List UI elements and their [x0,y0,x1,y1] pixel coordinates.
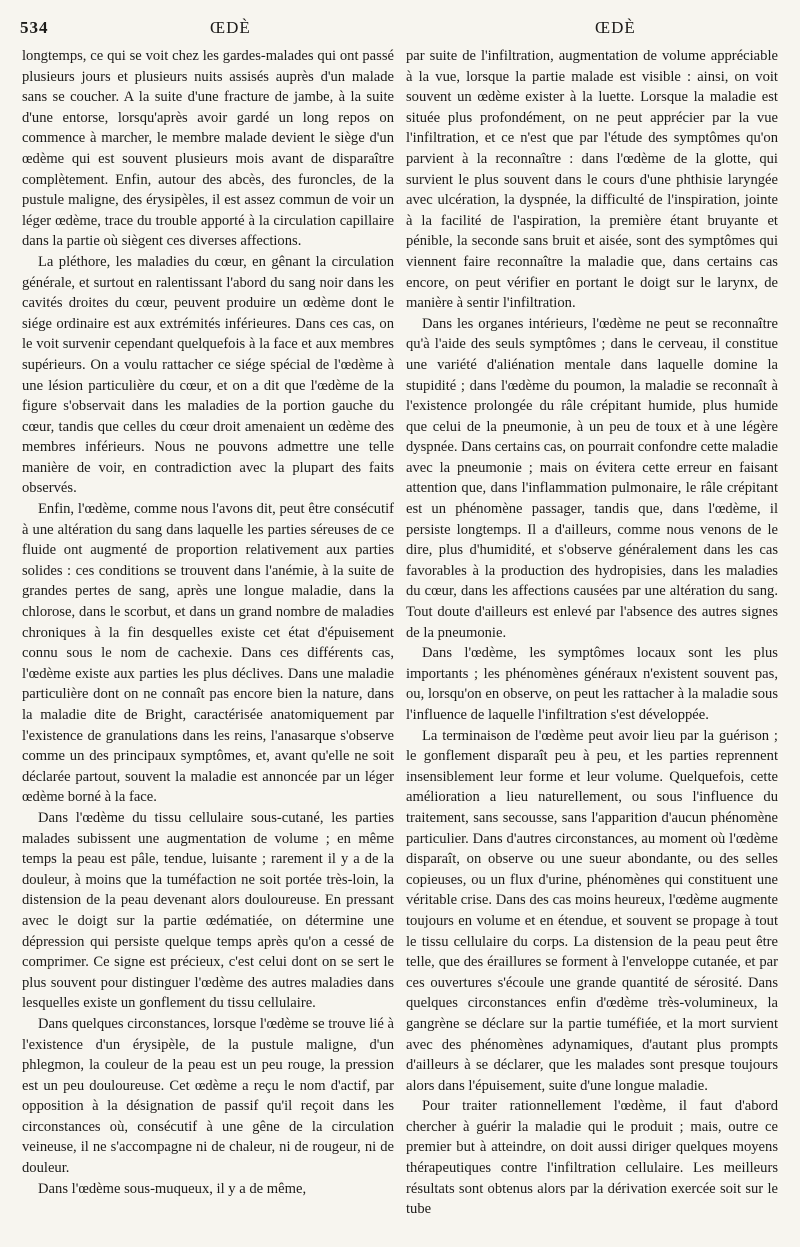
running-head-left: ŒDÈ [210,18,251,37]
paragraph: Dans l'œdème sous-muqueux, il y a de même, [38,1180,307,1197]
paragraph: Dans l'œdème, les symptômes locaux sont les plus importants ; les phénomènes généraux n'existent souvent pas, ou, lorsqu'on en observe, on peut les rattacher à la maladie sous l'influence de laquelle l'infiltration s'est développée. [406,645,778,723]
running-header [20,18,780,48]
paragraph: Dans les organes intérieurs, l'œdème ne peut se reconnaître qu'à l'aide des seuls symptômes ; dans le cerveau, il constitue une variété d'aliénation mentale dans laquelle domine la stupidité ; dans l'œdème du poumon, la maladie se reconnaît à l'existence prolongée du râle crépitant humide, plus humide que celui de la pneumonie, à un peu de toux et à une légère dyspnée. Dans certains cas, on pourrait confondre cette maladie avec la pneumonie ; mais on évitera cette erreur en faisant attention que, dans l'inflammation pulmonaire, le râle crépitant est un phénomène passager, tandis que, dans l'œdème, il persiste longtemps. Il a d'ailleurs, comme nous venons de le dire, plus d'humidité, et s'observe généralement dans les cas favorables à la production des hydropisies, dans les maladies du cœur, dans les affections causées par une altération du sang. Tout doute d'ailleurs est enlevé par l'absence des autres signes de la pneumonie. [406,315,778,641]
paragraph: Dans l'œdème du tissu cellulaire sous-cutané, les parties malades subissent une augmentation de volume ; en même temps la peau est pâle, tendue, luisante ; rarement il y a de la douleur, à moins que la tuméfaction ne soit portée très-loin, la distension de la peau devenant alors douloureuse. En pressant avec le doigt sur la partie œdématiée, on détermine une dépression qui persiste quelque temps après qu'on a cessé de comprimer. Ce signe est précieux, c'est celui dont on se sert le plus souvent pour distinguer l'œdème des autres maladies dans lesquelles existe un gonflement du tissu cellulaire. [22,809,394,1012]
left-column [22,46,394,1199]
paragraph: La terminaison de l'œdème peut avoir lieu par la guérison ; le gonflement disparaît peu à peu, et les parties reprennent insensiblement leur forme et leur volume. Quelquefois, cette amélioration a lieu naturellement, ou sous l'influence du traitement, sans secousse, sans l'apparition d'aucun phénomène particulier. Dans d'autres circonstances, au moment où l'œdème disparaît, on observe ou une sueur abondante, ou des selles copieuses, ou un flux d'urine, phénomènes qui constituent une véritable crise. Dans des cas moins heureux, l'œdème augmente toujours en volume et en étendue, et souvent se propage à tout le tissu cellulaire du corps. La distension de la peau peut être telle, que des éraillures se forment à l'enveloppe cutanée, et par ces ouvertures s'écoule une grande quantité de sérosité. Dans quelques circonstances enfin d'œdème très-volumineux, la gangrène se déclare sur la partie tuméfiée, et la mort survient avec des phénomènes adynamiques, d'autant plus prompts d'ailleurs à se déclarer, que les malades sont presque toujours alors dans l'épuisement, suite d'une longue maladie. [406,727,778,1094]
page-number: 534 [20,18,49,37]
paragraph: Enfin, l'œdème, comme nous l'avons dit, peut être consécutif à une altération du sang dans laquelle les parties séreuses de ce fluide ont augmenté de proportion relativement aux parties solides : ces conditions se trouvent dans l'anémie, à la suite de grandes pertes de sang, après une longue maladie, dans la chlorose, dans le scorbut, et dans un grand nombre de maladies chroniques à la fin desquelles existe cet état d'épuisement connu sous le nom de cachexie. Dans ces différents cas, l'œdème existe aux parties les plus déclives. Dans une maladie particulière dont on ne connaît pas encore bien la nature, dans la maladie dite de Bright, caractérisée anatomiquement par l'existence de granulations dans les reins, l'anasarque s'observe comme un des principaux symptômes, et, avant qu'elle ne soit déclarée partout, souvent la maladie est annoncée par un léger œdème borné à la face. [22,501,394,806]
paragraph: longtemps, ce qui se voit chez les gardes-malades qui ont passé plusieurs jours et plusieurs nuits assisés auprès d'un malade sans se coucher. A la suite d'une fracture de jambe, à la suite d'une entorse, lorsqu'après avoir gardé un long repos on commence à marcher, le membre malade devient le siège d'un œdème qui est souvent plusieurs mois avant de disparaître complètement. Enfin, autour des abcès, des furoncles, de la pustule maligne, des érysipèles, il est assez commun de voir un léger œdème, trace du trouble apporté à la circulation capillaire dans la partie où siègent ces diverses affections. [22,48,394,250]
running-head-right: ŒDÈ [595,18,636,37]
paragraph: par suite de l'infiltration, augmentation de volume appréciable à la vue, lorsque la partie malade est visible : ainsi, on voit souvent un œdème exister à la luette. Lorsque la maladie est située plus profondément, on ne peut apprécier par la vue l'infiltration, et ce n'est que par l'étude des symptômes qu'on parvient à la reconnaître : dans l'œdème de la glotte, qui survient le plus souvent dans le cours d'une phthisie laryngée avec ulcération, la dyspnée, la difficulté de l'inspiration, jointe à la facilité de l'aspiration, la première étant bruyante et pénible, la seconde sans bruit et aisée, sont des symptômes qui viennent faire reconnaître la maladie que, dans certains cas encore, on peut vérifier en portant le doigt sur le larynx, de manière à sentir l'infiltration. [406,48,778,312]
paragraph: Pour traiter rationnellement l'œdème, il faut d'abord chercher à guérir la maladie qui le produit ; mais, outre ce premier but à atteindre, on doit aussi diriger quelques moyens thérapeutiques contre l'infiltration cellulaire. Les meilleurs résultats sont obtenus alors par la dérivation exercée soit sur le tube [406,1098,778,1218]
right-column [406,46,778,1220]
paragraph: Dans quelques circonstances, lorsque l'œdème se trouve lié à l'existence d'un érysipèle, de la pustule maligne, d'un phlegmon, la couleur de la peau est un peu rouge, la pression est un peu douloureuse. Cet œdème a reçu le nom d'actif, par opposition à la désignation de passif qu'il reçoit dans les circonstances où, consécutif à une gêne de la circulation veineuse, il ne s'accompagne ni de chaleur, ni de rougeur, ni de douleur. [22,1015,394,1177]
paragraph: La pléthore, les maladies du cœur, en gênant la circulation générale, et surtout en ralentissant l'abord du sang noir dans les cavités droites du cœur, peuvent produire un œdème dont le siége ordinaire est aux extrémités inférieures. Dans ces cas, on le voit survenir cependant quelquefois à la face et aux membres supérieurs. On a voulu rattacher ce siége spécial de l'œdème à une lésion particulière du cœur, et on a dit que l'œdème de la figure s'observait dans les maladies de la portion gauche du cœur, tandis que celles du cœur droit amenaient un œdème des membres inférieurs. Nous ne pouvons admettre une telle manière de voir, en contradiction avec la plupart des faits observés. [22,253,394,497]
